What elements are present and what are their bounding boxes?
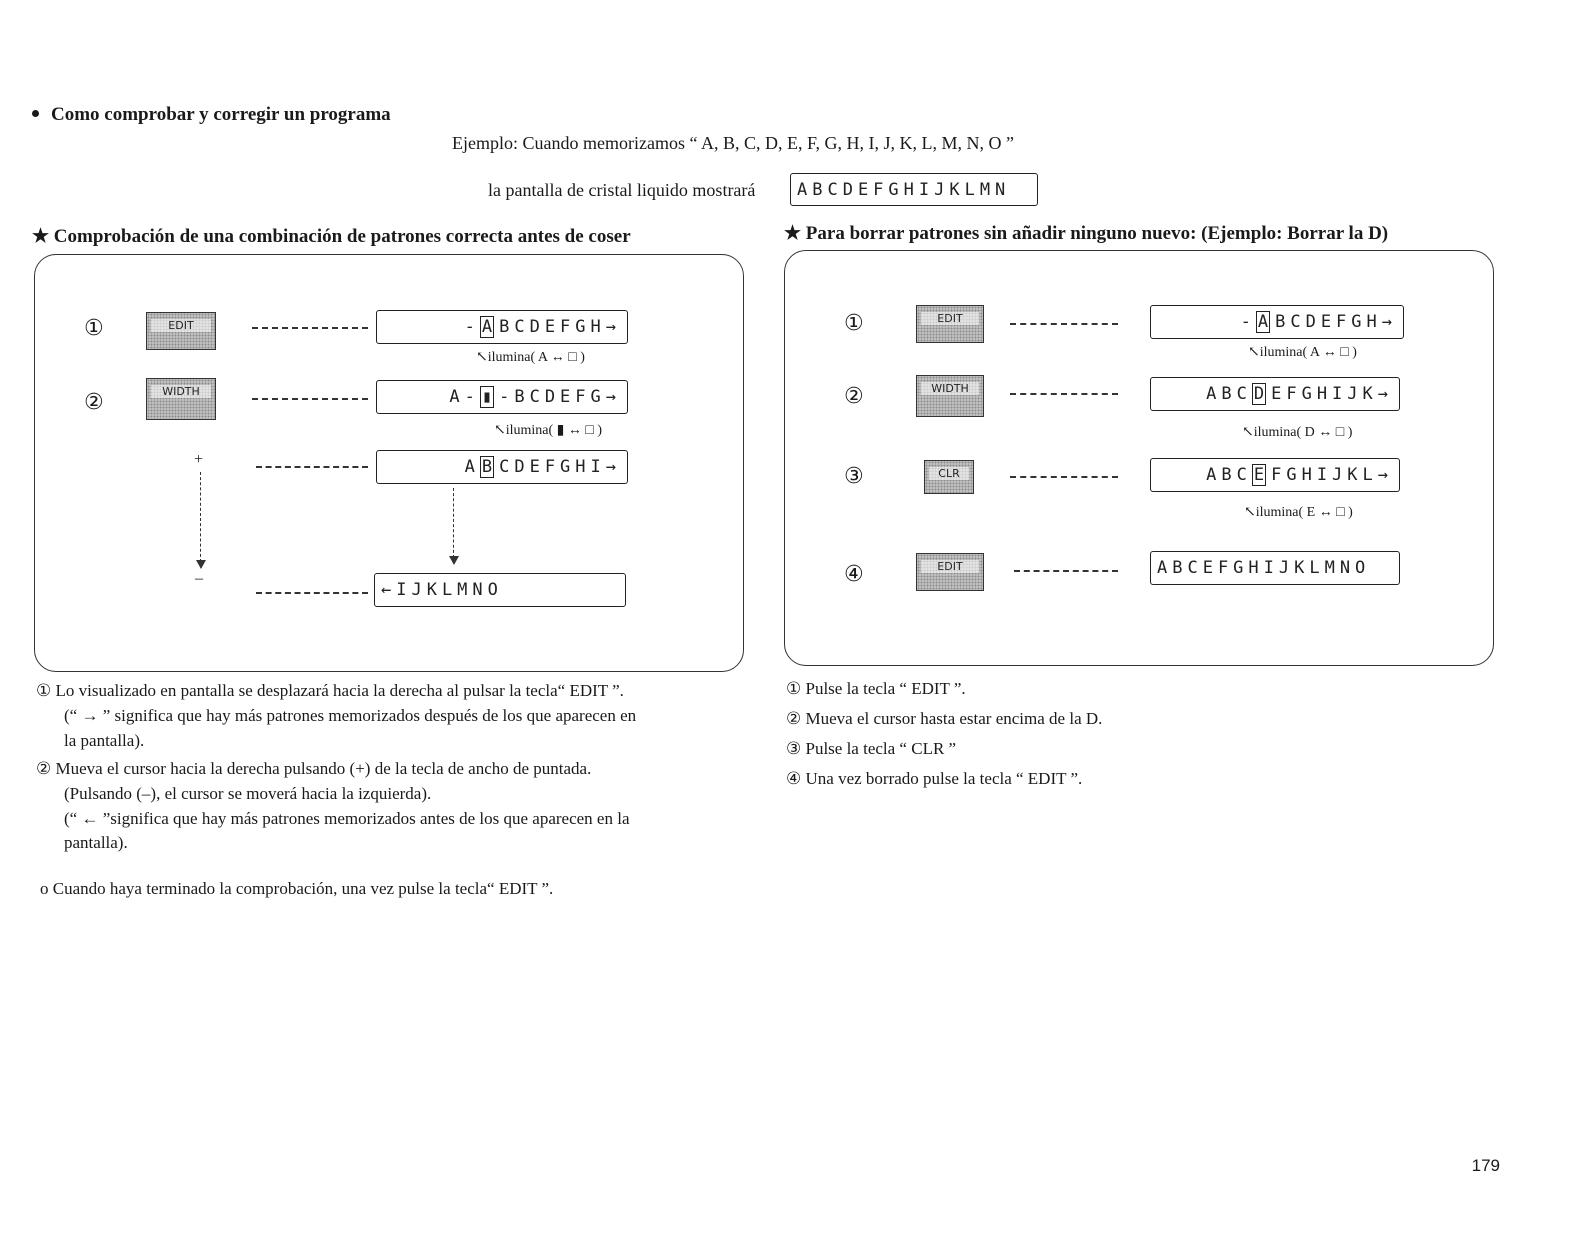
- step-number: ①: [844, 311, 864, 336]
- right-section-title-text: Para borrar patrones sin añadir ninguno nuevo: (Ejemplo: Borrar la D): [805, 223, 1389, 244]
- lcd-display: [376, 380, 628, 414]
- example-text: Ejemplo: Cuando memorizamos “ A, B, C, D, E, F, G, H, I, J, K, L, M, N, O ”: [452, 133, 1015, 153]
- width-key: [916, 375, 984, 417]
- edit-key: [916, 553, 984, 591]
- step-number: ③: [844, 464, 864, 489]
- lcd-text-pre: -: [464, 317, 480, 337]
- bullet-icon: [32, 110, 39, 117]
- example-lcd-text: ABCDEFGHIJKLMN: [797, 179, 1011, 200]
- lcd-text-pre: A-: [449, 387, 480, 407]
- edit-key-label: EDIT: [921, 312, 979, 325]
- right-section-title: [784, 222, 1388, 245]
- note-line: la pantalla).: [64, 731, 145, 750]
- vertical-dashed-line: [453, 488, 454, 558]
- arrow-down-icon: [196, 560, 206, 569]
- edit-key: [916, 305, 984, 343]
- clr-key: [924, 460, 974, 494]
- ilumina-note-text: ilumina( A ↔ □ ): [487, 350, 585, 365]
- vertical-dashed-line: [200, 472, 201, 562]
- edit-key: [146, 312, 216, 350]
- dashed-connector: [252, 327, 368, 329]
- note-line: ① Pulse la tecla “ EDIT ”.: [786, 679, 966, 698]
- ilumina-note: ↖ilumina( A ↔ □ ): [476, 350, 585, 365]
- clr-key-label: CLR: [929, 467, 969, 480]
- note-line: ② Mueva el cursor hacia la derecha pulsando (+) de la tecla de ancho de puntada.: [36, 759, 592, 778]
- lcd-display: [374, 573, 626, 607]
- lcd-text-post: -BCDEFG→: [499, 387, 621, 407]
- lcd-cursor: D: [1253, 384, 1265, 404]
- step-number: ④: [844, 562, 864, 587]
- lcd-text-pre: ABC: [1206, 465, 1252, 485]
- lcd-text-pre: A: [464, 457, 480, 477]
- star-icon: ★: [784, 223, 802, 244]
- dashed-connector: [1014, 570, 1118, 572]
- lcd-text: ←IJKLMNO: [381, 580, 503, 600]
- dashed-connector: [256, 466, 368, 468]
- lcd-text-post: BCDEFGH→: [499, 317, 621, 337]
- lcd-display: [376, 450, 628, 484]
- lcd-display: [1150, 551, 1400, 585]
- edit-key-label: EDIT: [151, 319, 211, 332]
- dashed-connector: [252, 398, 368, 400]
- lcd-text-post: BCDEFGH→: [1275, 312, 1397, 332]
- lcd-text: ABCEFGHIJKLMNO: [1157, 558, 1371, 578]
- left-section-title-text: Comprobación de una combinación de patrones correcta antes de coser: [53, 226, 631, 247]
- section-title: [32, 104, 391, 126]
- dashed-connector: [1010, 393, 1118, 395]
- ilumina-note-text: ilumina( D ↔ □ ): [1253, 425, 1353, 440]
- plus-sign: +: [194, 451, 204, 468]
- edit-key-label: EDIT: [921, 560, 979, 573]
- left-section-title: [32, 225, 631, 248]
- dashed-connector: [256, 592, 368, 594]
- ilumina-note-text: ilumina( A ↔ □ ): [1259, 345, 1357, 360]
- lcd-text-pre: -: [1240, 312, 1256, 332]
- lcd-text-post: CDEFGHI→: [499, 457, 621, 477]
- lcd-display: [1150, 458, 1400, 492]
- note-line: pantalla).: [64, 833, 128, 852]
- star-icon: ★: [32, 226, 50, 247]
- page-number: 179: [1471, 1156, 1500, 1175]
- width-key: [146, 378, 216, 420]
- lcd-display: [376, 310, 628, 344]
- step-number: ①: [84, 316, 104, 341]
- section-title-text: Como comprobar y corregir un programa: [51, 104, 391, 125]
- minus-sign: –: [195, 570, 203, 587]
- note-line: o Cuando haya terminado la comprobación, una vez pulse la tecla“ EDIT ”.: [40, 879, 554, 898]
- note-line: ② Mueva el cursor hasta estar encima de la D.: [786, 709, 1103, 728]
- step-number: ②: [84, 390, 104, 415]
- lcd-cursor: E: [1253, 465, 1265, 485]
- lcd-cursor: A: [481, 317, 493, 337]
- lcd-cursor: ▮: [481, 387, 493, 407]
- step-number: ②: [844, 384, 864, 409]
- lcd-text-post: FGHIJKL→: [1271, 465, 1393, 485]
- lcd-display: [1150, 377, 1400, 411]
- ilumina-note: ↖ilumina( E ↔ □ ): [1244, 505, 1353, 520]
- note-line: ③ Pulse la tecla “ CLR ”: [786, 739, 957, 758]
- ilumina-note-text: ilumina( ▮ ↔ □ ): [505, 423, 602, 438]
- width-key-label: WIDTH: [921, 382, 979, 395]
- lcd-cursor: A: [1257, 312, 1269, 332]
- lcd-text-pre: ABC: [1206, 384, 1252, 404]
- arrow-down-icon: [449, 556, 459, 565]
- note-line: (“ → ” significa que hay más patrones memorizados después de los que aparecen en: [64, 706, 637, 725]
- ilumina-note: ↖ilumina( A ↔ □ ): [1248, 345, 1357, 360]
- lcd-text-post: EFGHIJK→: [1271, 384, 1393, 404]
- ilumina-note-text: ilumina( E ↔ □ ): [1255, 505, 1353, 520]
- note-line: (Pulsando (–), el cursor se moverá hacia la izquierda).: [64, 784, 432, 803]
- ilumina-note: ↖ilumina( ▮ ↔ □ ): [494, 423, 602, 438]
- dashed-connector: [1010, 323, 1118, 325]
- note-line: ① Lo visualizado en pantalla se desplazará hacia la derecha al pulsar la tecla“ EDIT ”.: [36, 681, 624, 700]
- dashed-connector: [1010, 476, 1118, 478]
- lcd-intro-text: la pantalla de cristal liquido mostrará: [488, 180, 756, 200]
- width-key-label: WIDTH: [151, 385, 211, 398]
- note-line: (“ ← ”significa que hay más patrones memorizados antes de los que aparecen en la: [64, 809, 630, 828]
- lcd-cursor: B: [481, 457, 493, 477]
- note-line: ④ Una vez borrado pulse la tecla “ EDIT ”.: [786, 769, 1083, 788]
- ilumina-note: ↖ilumina( D ↔ □ ): [1242, 425, 1353, 440]
- example-lcd: [790, 173, 1038, 206]
- lcd-display: [1150, 305, 1404, 339]
